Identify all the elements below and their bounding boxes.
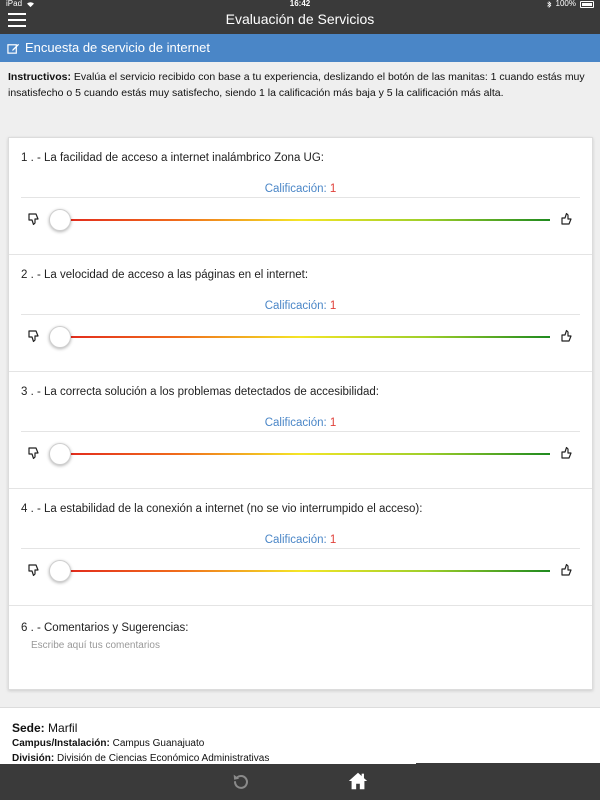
rating-value: 1 — [329, 417, 337, 429]
thumb-down-icon — [27, 329, 41, 343]
instructions — [0, 62, 600, 122]
rating-slider[interactable] — [9, 208, 592, 232]
instructions-label: Instructivos: — [8, 71, 72, 83]
battery-percent: 100% — [555, 0, 576, 8]
campus-value: Campus Guanajuato — [109, 738, 205, 749]
rating-slider[interactable] — [9, 442, 592, 466]
rating-label: Calificación: — [264, 183, 330, 195]
comments-section — [9, 606, 592, 690]
divider — [21, 197, 580, 198]
status-time: 16:42 — [289, 0, 311, 8]
survey-title: Encuesta de servicio de internet — [25, 40, 210, 55]
sede-info — [0, 707, 600, 764]
status-right — [547, 0, 594, 8]
rating-label: Calificación: — [264, 417, 330, 429]
bottom-toolbar — [0, 764, 600, 800]
survey-card — [8, 137, 593, 690]
sede-line — [12, 720, 588, 736]
rating-value: 1 — [329, 183, 337, 195]
slider-track[interactable] — [51, 570, 550, 572]
slider-track[interactable] — [51, 453, 550, 455]
status-bar — [0, 0, 600, 8]
campus-line — [12, 736, 588, 751]
battery-icon — [580, 1, 594, 8]
survey-header — [0, 34, 600, 62]
rating-slider[interactable] — [9, 559, 592, 583]
reload-icon[interactable] — [230, 771, 252, 793]
thumb-up-icon — [560, 446, 574, 460]
comments-input[interactable] — [31, 640, 571, 680]
sede-value: Marfil — [44, 721, 78, 735]
toolbar-divider — [416, 763, 600, 764]
question-1 — [9, 138, 592, 255]
thumb-up-icon — [560, 329, 574, 343]
sede-label: Sede: — [12, 721, 45, 735]
bluetooth-icon — [547, 1, 552, 8]
question-3 — [9, 372, 592, 489]
rating-value: 1 — [329, 534, 337, 546]
question-4 — [9, 489, 592, 606]
rating-display — [9, 183, 592, 195]
question-text: 3 . - La correcta solución a los problemas detectados de accesibilidad: — [21, 386, 379, 398]
question-text: 4 . - La estabilidad de la conexión a internet (no se vio interrumpido el acceso): — [21, 503, 423, 515]
device-label: iPad — [6, 0, 23, 8]
thumb-up-icon — [560, 212, 574, 226]
rating-slider[interactable] — [9, 325, 592, 349]
campus-label: Campus/Instalación: — [12, 738, 110, 749]
rating-display — [9, 534, 592, 546]
slider-track[interactable] — [51, 219, 550, 221]
rating-label: Calificación: — [264, 300, 330, 312]
slider-handle[interactable] — [49, 560, 71, 582]
divider — [21, 314, 580, 315]
instructions-text: Evalúa el servicio recibido con base a tu experiencia, deslizando el botón de las manitas: 1 cuando estás muy insatisfecho o 5 cuando estás muy satisfecho, siendo 1 la calificación más baja y 5 la calificación más alta. — [8, 71, 585, 99]
app-header — [0, 8, 600, 34]
thumb-down-icon — [27, 563, 41, 577]
question-text: 1 . - La facilidad de acceso a internet inalámbrico Zona UG: — [21, 152, 324, 164]
slider-handle[interactable] — [49, 443, 71, 465]
rating-display — [9, 300, 592, 312]
question-text: 2 . - La velocidad de acceso a las páginas en el internet: — [21, 269, 309, 281]
thumb-down-icon — [27, 212, 41, 226]
rating-display — [9, 417, 592, 429]
edit-icon — [7, 42, 20, 55]
rating-value: 1 — [329, 300, 337, 312]
thumb-up-icon — [560, 563, 574, 577]
comments-label: 6 . - Comentarios y Sugerencias: — [21, 622, 189, 634]
slider-handle[interactable] — [49, 326, 71, 348]
divider — [21, 431, 580, 432]
home-icon[interactable] — [347, 770, 369, 792]
divider — [21, 548, 580, 549]
rating-label: Calificación: — [264, 534, 330, 546]
division-value: División de Ciencias Económico Administrativas — [54, 753, 270, 764]
thumb-down-icon — [27, 446, 41, 460]
question-2 — [9, 255, 592, 372]
slider-track[interactable] — [51, 336, 550, 338]
slider-handle[interactable] — [49, 209, 71, 231]
division-label: División: — [12, 753, 55, 764]
app-title: Evaluación de Servicios — [225, 11, 375, 27]
